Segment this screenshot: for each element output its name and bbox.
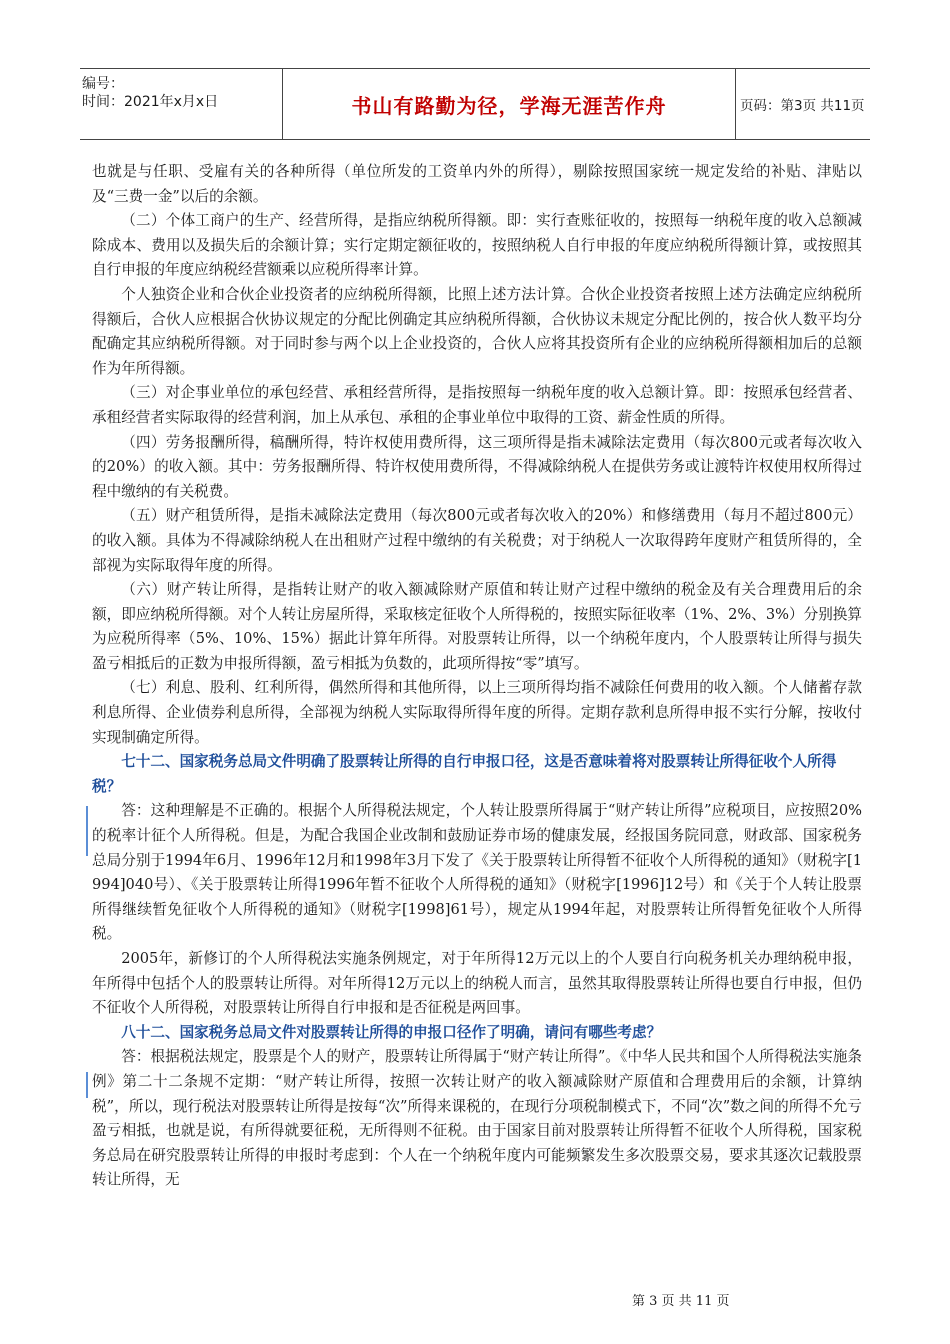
paragraph: （七）利息、股利、红利所得，偶然所得和其他所得，以上三项所得均指不减除任何费用的收入额。个人储蓄存款利息所得、企业债券利息所得，全部视为纳税人实际取得所得年度的所得。定期存款利息所得申报不实行分解，按收付实现制确定所得。 [92,679,862,746]
paragraph: 个人独资企业和合伙企业投资者的应纳税所得额，比照上述方法计算。合伙企业投资者按照上述方法确定应纳税所得额后，合伙人应根据合伙协议规定的分配比例确定其应纳税所得额，合伙协议未规定分配比例的，按合伙人数平均分配确定其应纳税所得额。对于同时参与两个以上企业投资的，合伙人应将其投资所有企业的应纳税所得额相加后的总额作为年所得额。 [92,285,862,377]
paragraph: （六）财产转让所得，是指转让财产的收入额减除财产原值和转让财产过程中缴纳的税金及有关合理费用后的余额，即应纳税所得额。对个人转让房屋所得，采取核定征收个人所得税的，按照实际征收率（1%、2%、3%）分别换算为应税所得率（5%、10%、15%）据此计算年所得。对股票转让所得，以一个纳税年度内，个人股票转让所得与损失盈亏相抵后的正数为申报所得额，盈亏相抵为负数的，此项所得按“零”填写。 [92,581,862,672]
question-margin-bar [86,1072,88,1098]
page-header [80,68,870,140]
question-heading: 八十二、国家税务总局文件对股票转让所得的申报口径作了明确，请问有哪些考虑？ [121,1023,662,1041]
header-motto-cell [283,69,736,139]
paragraph: 2005年，新修订的个人所得税法实施条例规定，对于年所得12万元以上的个人要自行向税务机关办理纳税申报，年所得中包括个人的股票转让所得。对年所得12万元以上的纳税人而言，虽然其取得股票转让所得也要自行申报，但仍不征收个人所得税，对股票转让所得自行申报和是否征税是两回事。 [92,950,862,1017]
paragraph: （四）劳务报酬所得，稿酬所得，特许权使用费所得，这三项所得是指未减除法定费用（每次800元或者每次收入的20%）的收入额。其中：劳务报酬所得、特许权使用费所得，不得减除纳税人在提供劳务或让渡特许权使用权所得过程中缴纳的有关税费。 [92,433,862,500]
header-meta-cell [80,69,283,139]
answer-paragraph: 答：这种理解是不正确的。根据个人所得税法规定，个人转让股票所得属于“财产转让所得”应税项目，应按照20%的税率计征个人所得税。但是，为配合我国企业改制和鼓励证券市场的健康发展，经报国务院同意，财政部、国家税务总局分别于1994年6月、1996年12月和1998年3月下发了《关于股票转让所得暂不征收个人所得税的通知》（财税字[1994]040号）、《关于股票转让所得1996年暂不征收个人所得税的通知》（财税字[1996]12号）和《关于个人转让股票所得继续暂免征收个人所得税的通知》（财税字[1998]61号），规定从1994年起，对股票转让所得暂免征收个人所得税。 [92,802,862,943]
header-page-info: 页码：第3页 共11页 [740,98,865,114]
paragraph: 也就是与任职、受雇有关的各种所得（单位所发的工资单内外的所得），剔除按照国家统一规定发给的补贴、津贴以及“三费一金”以后的余额。 [92,163,862,205]
document-date-label: 时间：2021年x月x日 [82,94,219,110]
question-heading: 七十二、国家税务总局文件明确了股票转让所得的自行申报口径，这是否意味着将对股票转让所得征收个人所得税？ [92,753,837,795]
document-number-label: 编号： [82,76,124,92]
header-page-cell [736,69,870,139]
document-body [92,160,862,1193]
page-footer: 第 3 页 共 11 页 [632,1294,730,1309]
paragraph: （三）对企事业单位的承包经营、承租经营所得，是指按照每一纳税年度的收入总额计算。即：按照承包经营者、承租经营者实际取得的经营利润，加上从承包、承租的企事业单位中取得的工资、薪金性质的所得。 [92,384,862,426]
answer-paragraph: 答：根据税法规定，股票是个人的财产，股票转让所得属于“财产转让所得”。《中华人民共和国个人所得税法实施条例》第二十二条规不定期：“财产转让所得，按照一次转让财产的收入额减除财产原值和合理费用后的余额，计算纳税”，所以，现行税法对股票转让所得是按每“次”所得来课税的，在现行分项税制模式下，不同“次”数之间的所得不允亏盈亏相抵，也就是说，有所得就要征税，无所得则不征税。由于国家目前对股票转让所得暂不征收个人所得税，国家税务总局在研究股票转让所得的申报时考虑到：个人在一个纳税年度内可能频繁发生多次股票交易，要求其逐次记载股票转让所得，无 [92,1048,862,1189]
question-margin-bar [86,806,88,856]
paragraph: （二）个体工商户的生产、经营所得，是指应纳税所得额。即：实行查账征收的，按照每一纳税年度的收入总额减除成本、费用以及损失后的余额计算；实行定期定额征收的，按照纳税人自行申报的年度应纳税所得额计算，或按照其自行申报的年度应纳税经营额乘以应税所得率计算。 [92,212,862,279]
header-motto: 书山有路勤为径，学海无涯苦作舟 [351,93,667,118]
paragraph: （五）财产租赁所得，是指未减除法定费用（每次800元或者每次收入的20%）和修缮费用（每月不超过800元）的收入额。具体为不得减除纳税人在出租财产过程中缴纳的有关税费；对于纳税人一次取得跨年度财产租赁所得的，全部视为实际取得年度的所得。 [92,507,862,574]
